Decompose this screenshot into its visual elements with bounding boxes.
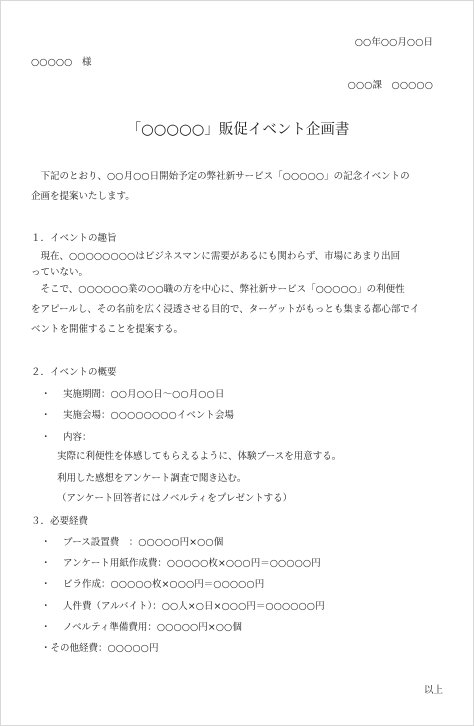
bullet-mark: ・ [41,622,51,633]
overview-period-text: 実施期間：○○月○○日～○○月○○日 [63,389,225,400]
section-1-paragraph-2-line-2: をアピールし、その名前を広く浸透させる目的で、ターゲットがもっとも集まる都心部でイ [31,304,420,315]
bullet-mark: ・ [41,537,51,548]
expense-labor-text: 人件費（アルバイト）：○○人×○日×○○○円＝○○○○○○円 [63,601,325,612]
bullet-mark: ・ [41,579,51,590]
expense-booth-item [41,537,223,548]
overview-content-label: 内容： [63,432,92,443]
expense-survey-item [41,558,321,569]
recipient-name: ○○○○○ 様 [31,57,92,68]
expense-labor-item [41,601,325,612]
expense-novelty-item [41,622,242,633]
overview-content-line-2: 利用した感想をアンケート調査で聞き込む。 [57,473,247,484]
section-2-heading: ２．イベントの概要 [31,367,117,378]
bullet-mark: ・ [41,558,51,569]
overview-content-line-1: 実際に利便性を体感してもらえるように、体験ブースを用意する。 [57,451,342,462]
section-3-heading: ３．必要経費 [31,516,89,527]
bullet-mark: ・ [41,601,51,612]
sender-name: ○○○課 ○○○○○ [347,80,433,91]
expense-other-item: ・その他経費：○○○○○円 [41,643,159,654]
bullet-mark: ・ [41,389,51,400]
section-1-paragraph-2-line-3: ベントを開催することを提案する。 [31,324,184,335]
intro-line-2: 企画を提案いたします。 [31,191,135,202]
bullet-mark: ・ [41,432,51,443]
document-date: ○○年○○月○○日 [354,37,433,48]
intro-line-1: 下記のとおり、○○月○○日開始予定の弊社新サービス「○○○○○」の記念イベントの [40,171,410,182]
section-1-paragraph-1-line-2: っていない。 [31,267,89,278]
bullet-mark: ・ [41,410,51,421]
expense-booth-text: ブース設置費 ：○○○○○円×○○個 [63,537,224,548]
closing-mark: 以上 [423,685,443,696]
expense-novelty-text: ノベルティ準備費用：○○○○○円×○○個 [63,622,242,633]
section-1-paragraph-1-line-1: 現在、○○○○○○○○はビジネスマンに需要があるにも関わらず、市場にあまり出回 [40,251,401,262]
overview-content-line-3: （アンケート回答者にはノベルティをプレゼントする） [57,493,293,504]
overview-period-item [41,389,224,400]
expense-flyer-item [41,579,264,590]
overview-venue-text: 実施会場：○○○○○○○○イベント会場 [63,410,234,421]
expense-survey-text: アンケート用紙作成費：○○○○○枚×○○○円＝○○○○○円 [63,558,321,569]
document-title: 「○○○○○」販促イベント企画書 [126,122,350,138]
section-1-paragraph-2-line-1: そこで、○○○○○○業の○○職の方を中心に、弊社新サービス「○○○○○」の利便性 [40,284,405,295]
overview-venue-item [41,410,234,421]
section-1-heading: １．イベントの趣旨 [31,233,117,244]
expense-flyer-text: ビラ作成：○○○○○枚×○○○円＝○○○○○円 [63,579,265,590]
overview-content-item [41,432,92,443]
